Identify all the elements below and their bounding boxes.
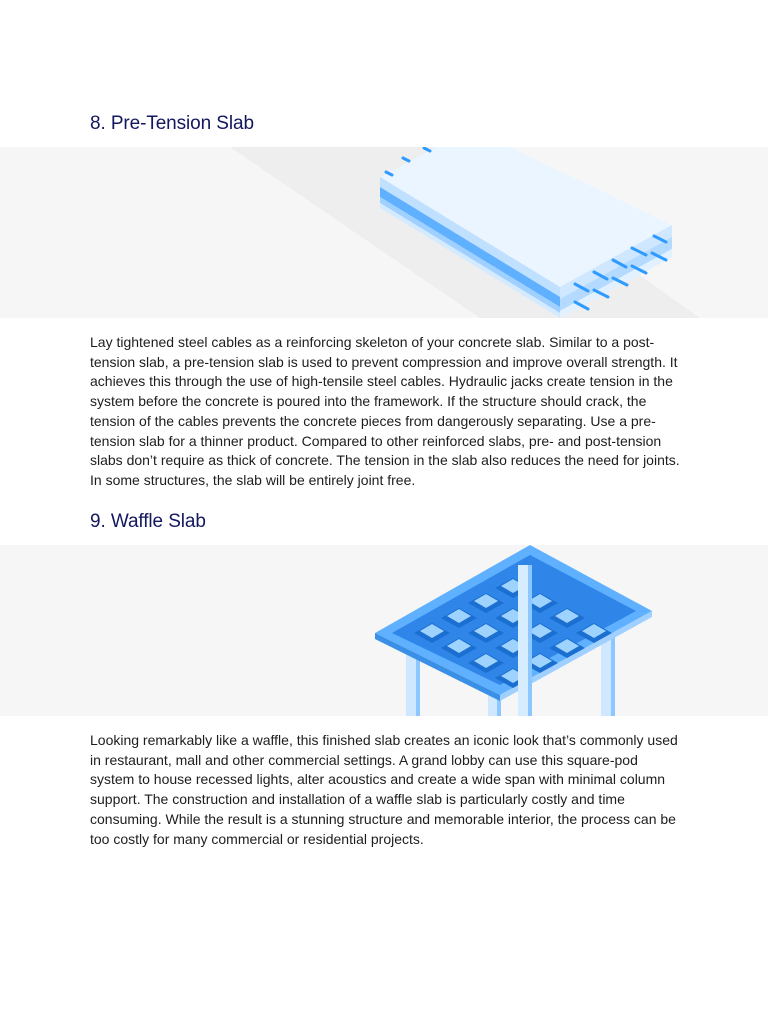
pre-tension-slab-illustration <box>0 147 768 318</box>
section-body-pre-tension-slab: Lay tightened steel cables as a reinforcing skeleton of your concrete slab. Similar to a post-tension slab, a pre-tension slab is used to prevent compression and improve overall strength. It achieves this through the use of high-tensile steel cables. Hydraulic jacks create tension in the system before the concrete is poured into the framework. If the structure should crack, the tension of the cables prevents the concrete pieces from dangerously separating. Use a pre-tension slab for a thinner product. Compared to other reinforced slabs, pre- and post-tension slabs don’t require as thick of concrete. The tension in the slab also reduces the need for joints. In some structures, the slab will be entirely joint free. <box>90 334 680 488</box>
waffle-slab-banner <box>0 545 768 716</box>
section-body-waffle-slab: Looking remarkably like a waffle, this finished slab creates an iconic look that’s commonly used in restaurant, mall and other commercial settings. A grand lobby can use this square-pod system to house recessed lights, alter acoustics and create a wide span with minimal column support. The construction and installation of a waffle slab is particularly costly and time consuming. While the result is a stunning structure and memorable interior, the process can be too costly for many commercial or residential projects. <box>90 732 678 847</box>
section-heading-waffle-slab: 9. Waffle Slab <box>90 511 206 532</box>
waffle-slab-illustration <box>0 545 768 716</box>
pre-tension-slab-banner <box>0 147 768 318</box>
section-heading-pre-tension-slab: 8. Pre-Tension Slab <box>90 113 254 134</box>
